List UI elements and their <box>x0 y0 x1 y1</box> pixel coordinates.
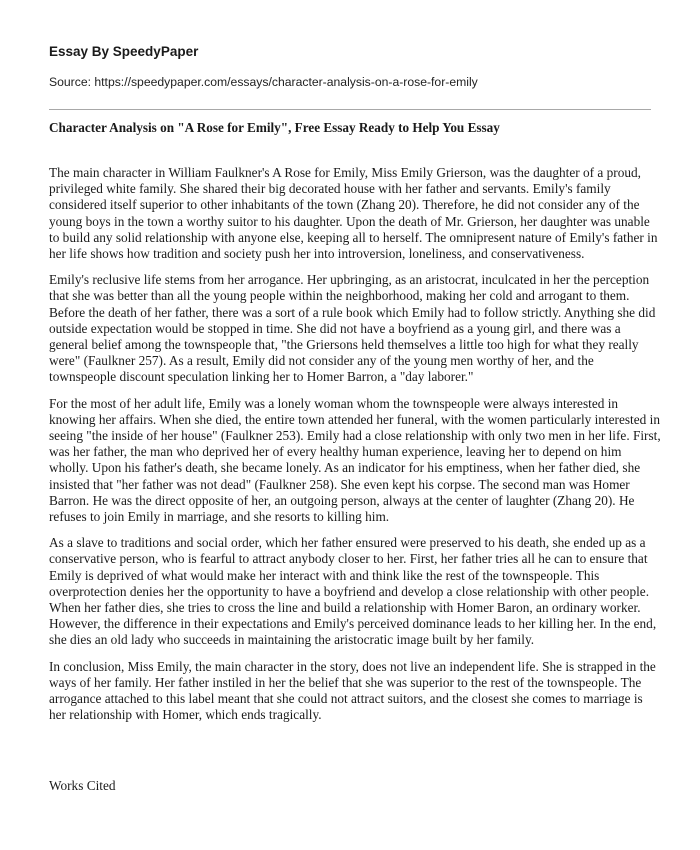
paragraph: For the most of her adult life, Emily was a lonely woman whom the townspeople were always interested in knowing her affairs. When she died, the entire town attended her funeral, with the women particularly interested in seeing "the inside of her house" (Faulkner 253). Emily had a close relationship with only two men in her life. First, was her father, the man who deprived her of every healthy human experience, leaving her to depend on him wholly. Upon his father's death, she became lonely. As an indicator for his emptiness, when her father died, she insisted that "her father was not dead" (Faulkner 258). She even kept his corpse. The second man was Homer Barron. He was the direct opposite of her, an outgoing person, always at the center of laughter (Zhang 20). He refuses to join Emily in marriage, and she resorts to killing him. <box>49 395 661 525</box>
works-cited-heading: Works Cited <box>49 778 116 793</box>
document-header-title: Essay By SpeedyPaper <box>49 44 199 59</box>
essay-title: Character Analysis on "A Rose for Emily", Free Essay Ready to Help You Essay <box>49 120 500 135</box>
paragraph: As a slave to traditions and social order, which her father ensured were preserved to his death, she ended up as a conservative person, who is fearful to attract anybody closer to her. First, her father tries all he can to ensure that Emily is deprived of what would make her interact with and think like the rest of the townspeople. This overprotection denies her the opportunity to have a boyfriend and develop a close relationship with other people. When her father dies, she tries to cross the line and build a relationship with Homer Baron, an ordinary worker. However, the difference in their expectations and Emily's perceived dominance leads to her killing her. In the end, she dies an old lady who succeeds in maintaining the aristocratic image built by her family. <box>49 535 657 648</box>
header-divider <box>49 109 651 110</box>
paragraph: In conclusion, Miss Emily, the main character in the story, does not live an independent life. She is strapped in the ways of her family. Her father instiled in her the belief that she was superior to the rest of the townspeople. The arrogance attached to this label meant that she could not attract suitors, and the closest she comes to marriage is her relationship with Homer, which ends tragically. <box>49 658 656 723</box>
paragraph: The main character in William Faulkner's A Rose for Emily, Miss Emily Grierson, was the daughter of a proud, privileged white family. She shared their big decorated house with her father and servants. Emily's family considered itself superior to other inhabitants of the town (Zhang 20). Therefore, he did not consider any of the young boys in the town a worthy suitor to his daughter. Upon the death of Mr. Grierson, her daughter was unable to build any solid relationship with anyone else, keeping all to herself. The omnipresent nature of Emily's father in her life shows how tradition and society push her into introversion, loneliness, and conservativeness. <box>49 165 658 262</box>
essay-body <box>49 165 661 734</box>
paragraph: Emily's reclusive life stems from her arrogance. Her upbringing, as an aristocrat, inculcated in her the perception that she was better than all the young people within the neighborhood, making her cold and arrogant to them. Before the death of her father, there was a sort of a rule book which Emily had to follow strictly. Anything she did outside expectation would be stopped in time. She did not have a boyfriend as a young girl, and there was a general belief among the townspeople that, "the Griersons held themselves a little too high for what they really were" (Faulkner 257). As a result, Emily did not consider any of the young men worthy of her, and the townspeople discount speculation linking her to Homer Barron, a "day laborer." <box>49 272 656 385</box>
source-line: Source: https://speedypaper.com/essays/character-analysis-on-a-rose-for-emily <box>49 75 478 89</box>
